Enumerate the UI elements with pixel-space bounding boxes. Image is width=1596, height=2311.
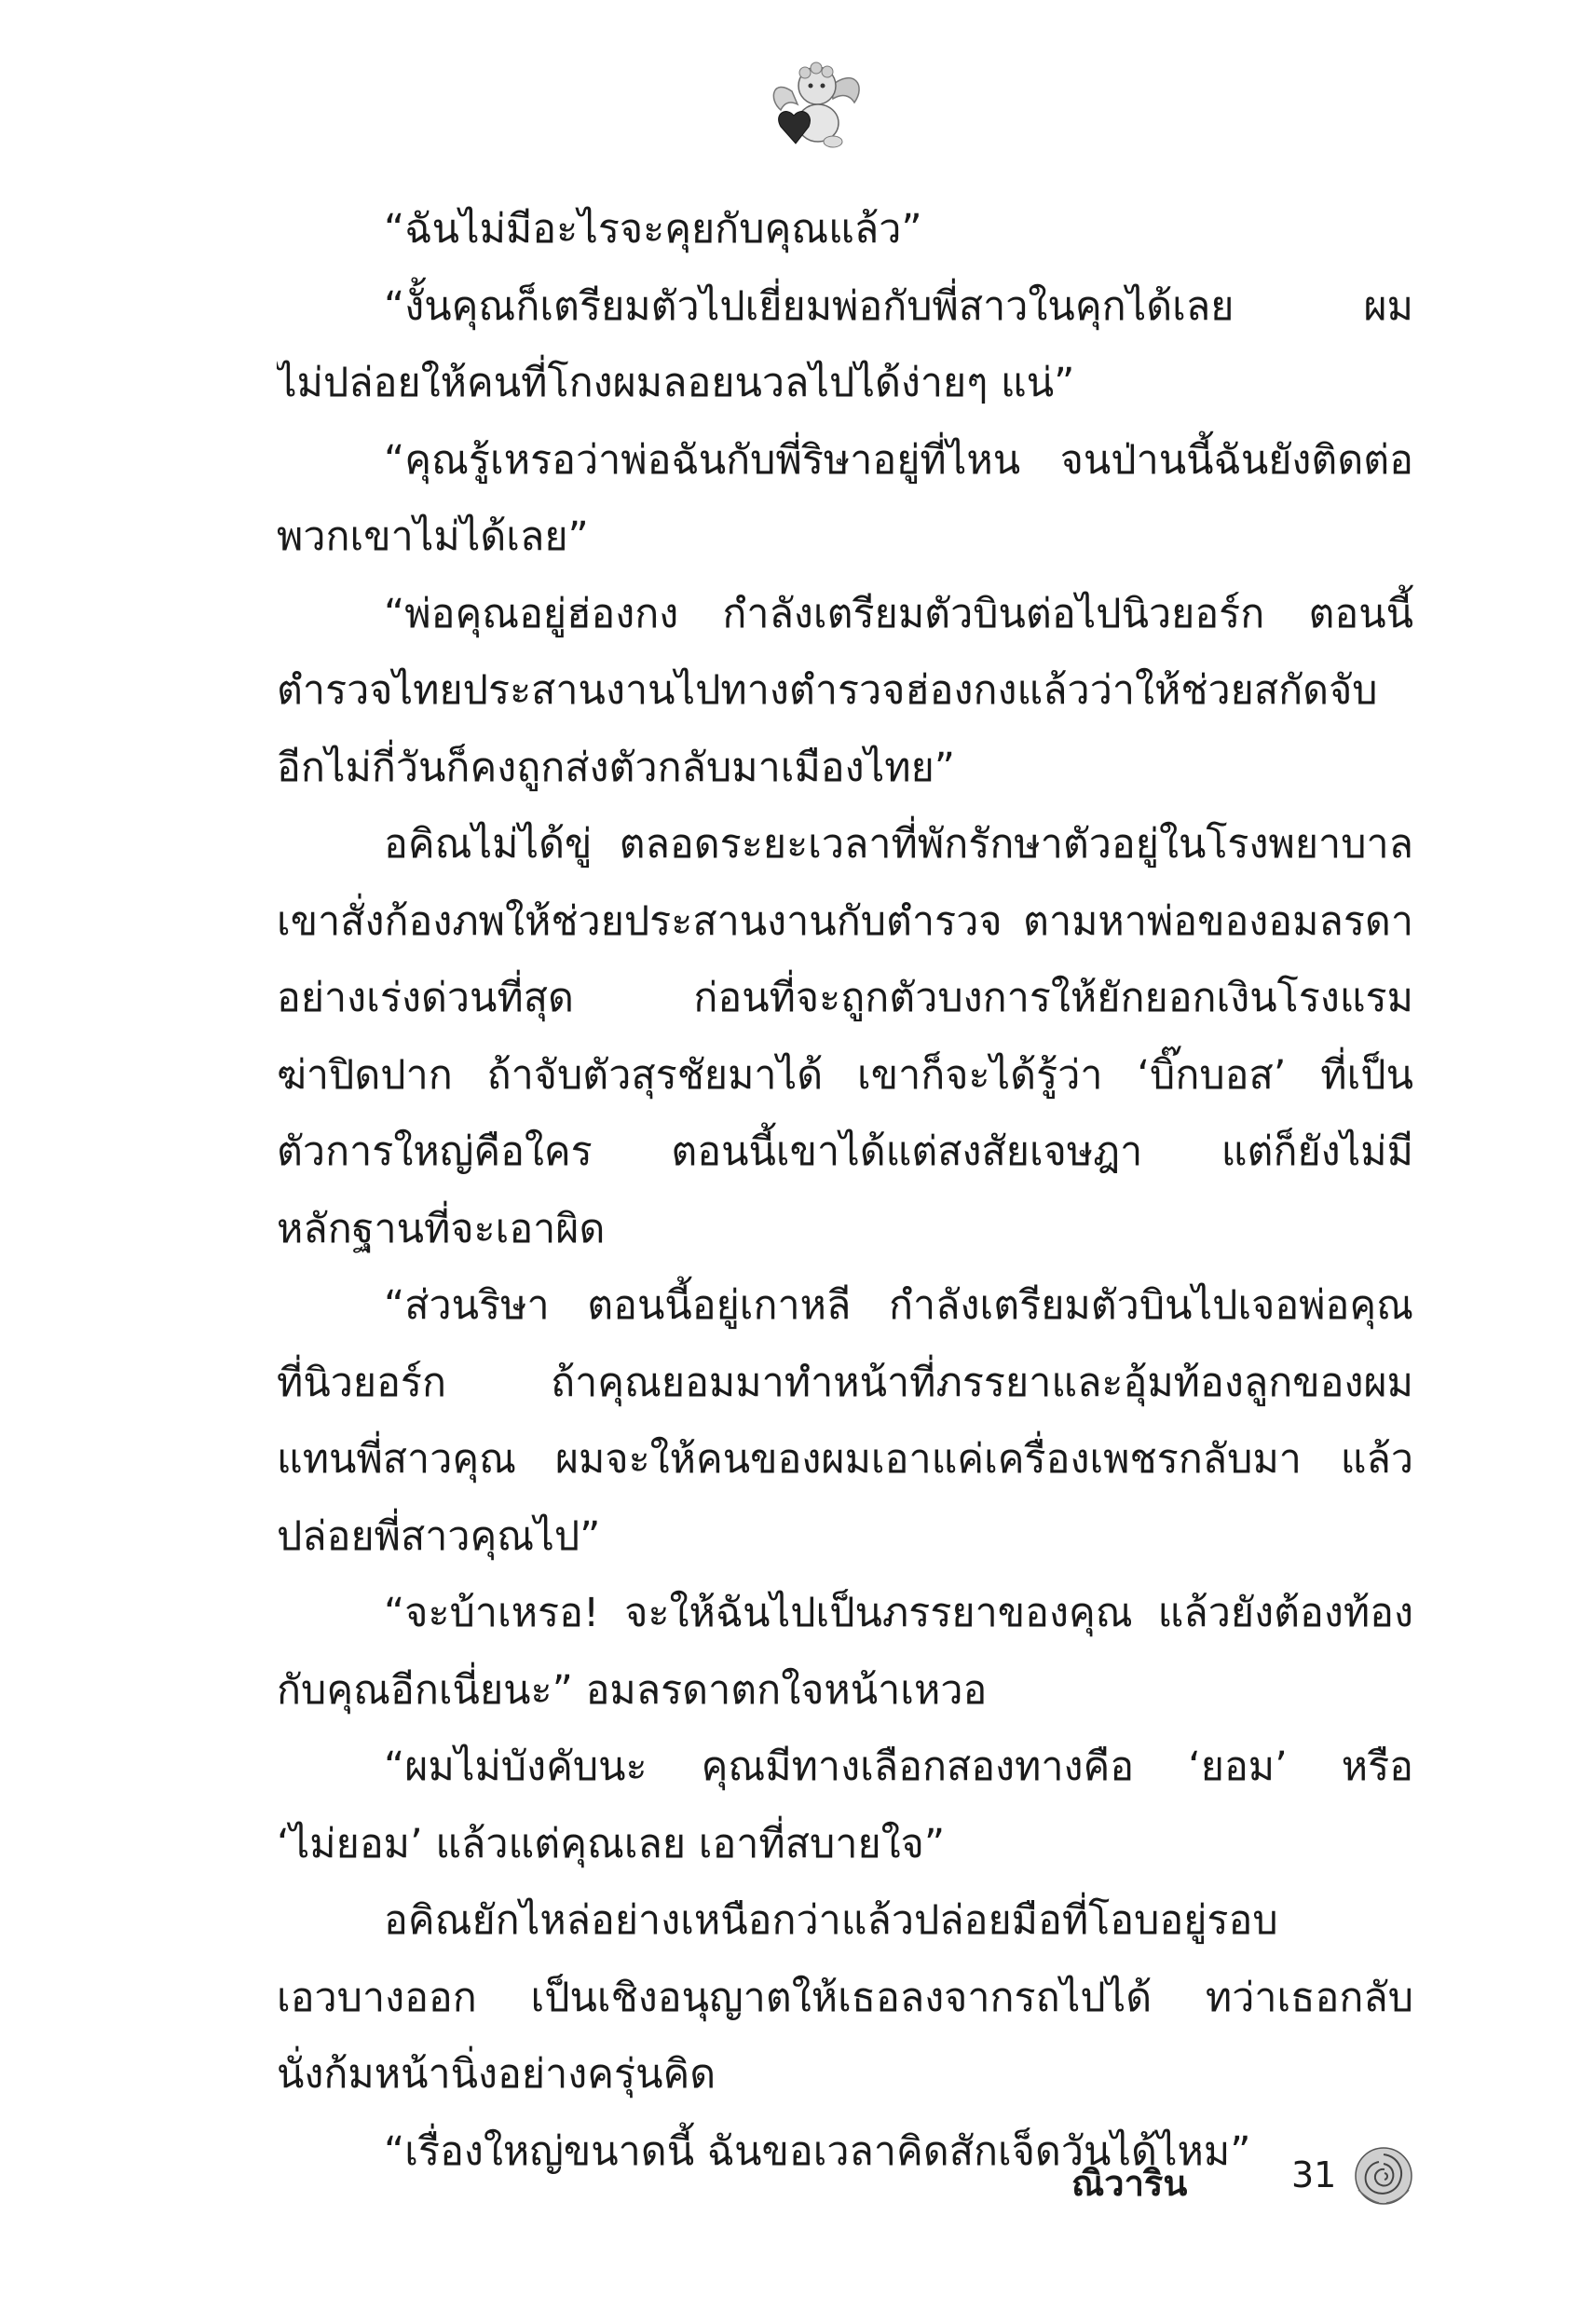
body-text bbox=[277, 191, 1413, 2190]
text-line: นั่งก้มหน้านิ่งอย่างครุ่นคิด bbox=[277, 2051, 716, 2098]
page-number: 31 bbox=[1291, 2154, 1337, 2195]
text-line: ที่นิวยอร์ก ถ้าคุณยอมมาทำหน้าที่ภรรยาและอุ้มท้องลูกของผม bbox=[277, 1359, 1413, 1406]
text-line: “ผมไม่บังคับนะ คุณมีทางเลือกสองทางคือ ‘ยอม’ หรือ bbox=[384, 1744, 1413, 1790]
text-line: พวกเขาไม่ได้เลย” bbox=[277, 513, 589, 560]
text-line: อย่างเร่งด่วนที่สุด ก่อนที่จะถูกตัวบงการให้ยักยอกเงินโรงแรม bbox=[277, 975, 1413, 1021]
text-line: หลักฐานที่จะเอาผิด bbox=[277, 1205, 606, 1252]
text-line: อีกไม่กี่วันก็คงถูกส่งตัวกลับมาเมืองไทย” bbox=[277, 744, 956, 791]
text-line: “จะบ้าเหรอ! จะให้ฉันไปเป็นภรรยาของคุณ แล้วยังต้องท้อง bbox=[384, 1590, 1413, 1636]
text-line: กับคุณอีกเนี่ยนะ” อมลรดาตกใจหน้าเหวอ bbox=[277, 1666, 988, 1714]
text-line: “พ่อคุณอยู่ฮ่องกง กำลังเตรียมตัวบินต่อไปนิวยอร์ก ตอนนี้ bbox=[384, 590, 1413, 637]
rose-icon bbox=[1351, 2143, 1416, 2208]
text-line: ‘ไม่ยอม’ แล้วแต่คุณเลย เอาที่สบายใจ” bbox=[277, 1820, 946, 1867]
text-line: แทนพี่สาวคุณ ผมจะให้คนของผมเอาแค่เครื่องเพชรกลับมา แล้ว bbox=[277, 1436, 1413, 1483]
text-line: ไม่ปล่อยให้คนที่โกงผมลอยนวลไปได้ง่ายๆ แน่” bbox=[277, 360, 1075, 406]
text-line: อคิณไม่ได้ขู่ ตลอดระยะเวลาที่พักรักษาตัวอยู่ในโรงพยาบาล bbox=[384, 821, 1413, 868]
text-line: ตัวการใหญ่คือใคร ตอนนี้เขาได้แต่สงสัยเจษฎา แต่ก็ยังไม่มี bbox=[277, 1128, 1413, 1175]
text-line: “ส่วนริษา ตอนนี้อยู่เกาหลี กำลังเตรียมตัวบินไปเจอพ่อคุณ bbox=[384, 1282, 1413, 1329]
page-footer bbox=[1071, 2143, 1416, 2218]
text-line: อคิณยักไหล่อย่างเหนือกว่าแล้วปล่อยมือที่โอบอยู่รอบ bbox=[384, 1897, 1278, 1944]
author-name: ณิวาริน bbox=[1071, 2163, 1188, 2204]
text-line: เอวบางออก เป็นเชิงอนุญาตให้เธอลงจากรถไปได้ ทว่าเธอกลับ bbox=[277, 1974, 1413, 2021]
text-line: “เรื่องใหญ่ขนาดนี้ ฉันขอเวลาคิดสักเจ็ดวันได้ไหม” bbox=[384, 2127, 1251, 2175]
text-line: เขาสั่งก้องภพให้ช่วยประสานงานกับตำรวจ ตามหาพ่อของอมลรดา bbox=[277, 897, 1413, 945]
text-line: “คุณรู้เหรอว่าพ่อฉันกับพี่ริษาอยู่ที่ไหน จนป่านนี้ฉันยังติดต่อ bbox=[384, 436, 1413, 484]
text-line: ปล่อยพี่สาวคุณไป” bbox=[277, 1512, 601, 1560]
text-line: “งั้นคุณก็เตรียมตัวไปเยี่ยมพ่อกับพี่สาวในคุกได้เลย ผม bbox=[384, 282, 1413, 330]
text-line: ตำรวจไทยประสานงานไปทางตำรวจฮ่องกงแล้วว่าให้ช่วยสกัดจับ bbox=[277, 667, 1378, 714]
text-line: ฆ่าปิดปาก ถ้าจับตัวสุรชัยมาได้ เขาก็จะได้รู้ว่า ‘บิ๊กบอส’ ที่เป็น bbox=[277, 1051, 1413, 1099]
cupid-with-heart-icon bbox=[766, 58, 868, 151]
text-line: “ฉันไม่มีอะไรจะคุยกับคุณแล้ว” bbox=[384, 206, 922, 253]
